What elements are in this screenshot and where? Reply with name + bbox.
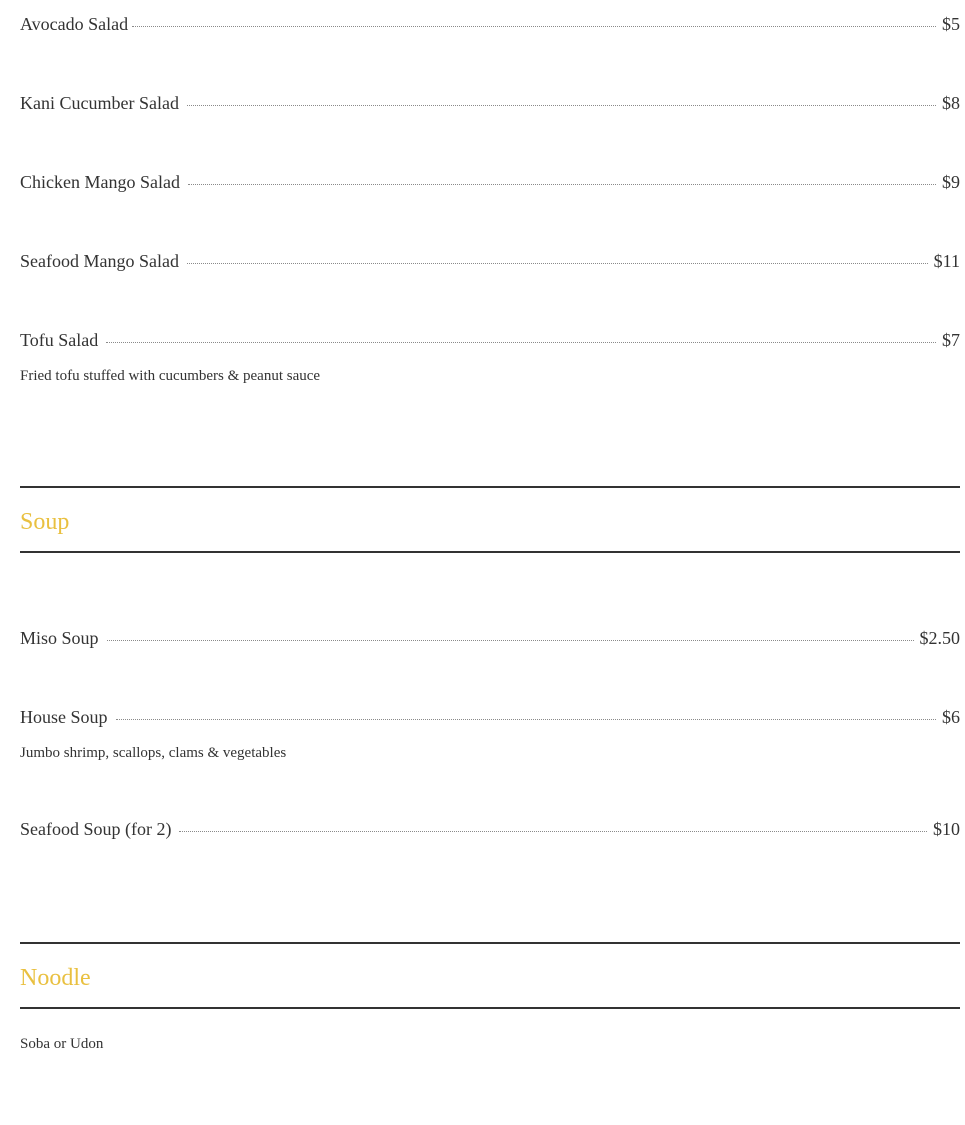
item-price: $11: [933, 251, 960, 271]
section-note: Soba or Udon: [20, 1036, 104, 1052]
item-name: Tofu Salad: [20, 330, 99, 350]
item-price: $5: [942, 14, 960, 34]
section-header-soup: [20, 486, 960, 553]
menu-item-row: [20, 12, 960, 36]
item-description: Jumbo shrimp, scallops, clams & vegetables: [20, 745, 287, 761]
menu-item-row: [20, 705, 960, 729]
item-price: $10: [933, 819, 960, 839]
dot-leader: [106, 342, 936, 343]
item-price: $6: [942, 707, 960, 727]
dot-leader: [132, 26, 936, 27]
menu-item: [20, 328, 960, 386]
menu-item-row: [20, 817, 960, 841]
dot-leader: [187, 263, 928, 264]
menu-item: [20, 626, 960, 650]
section-header-noodle: [20, 942, 960, 1009]
dot-leader: [107, 640, 914, 641]
item-price: $8: [942, 93, 960, 113]
menu-item: [20, 817, 960, 841]
menu-item: [20, 91, 960, 115]
item-price: $7: [942, 330, 960, 350]
dot-leader: [188, 184, 936, 185]
dot-leader: [116, 719, 936, 720]
section-title: Noodle: [20, 965, 91, 991]
section-title: Soup: [20, 509, 70, 535]
item-name: Avocado Salad: [20, 14, 129, 34]
menu-item-row: [20, 249, 960, 273]
menu-item: [20, 705, 960, 763]
item-name: Kani Cucumber Salad: [20, 93, 179, 113]
menu-item: [20, 249, 960, 273]
item-name: House Soup: [20, 707, 108, 727]
item-name: Chicken Mango Salad: [20, 172, 180, 192]
dot-leader: [179, 831, 927, 832]
item-name: Miso Soup: [20, 628, 99, 648]
menu-item-row: [20, 626, 960, 650]
item-price: $9: [942, 172, 960, 192]
menu-item: [20, 170, 960, 194]
item-description: Fried tofu stuffed with cucumbers & peanut sauce: [20, 368, 321, 384]
item-name: Seafood Mango Salad: [20, 251, 179, 271]
item-name: Seafood Soup (for 2): [20, 819, 172, 839]
dot-leader: [187, 105, 936, 106]
item-price: $2.50: [919, 628, 960, 648]
menu-item: [20, 12, 960, 36]
menu-item-row: [20, 170, 960, 194]
menu-item-row: [20, 91, 960, 115]
menu-item-row: [20, 328, 960, 352]
